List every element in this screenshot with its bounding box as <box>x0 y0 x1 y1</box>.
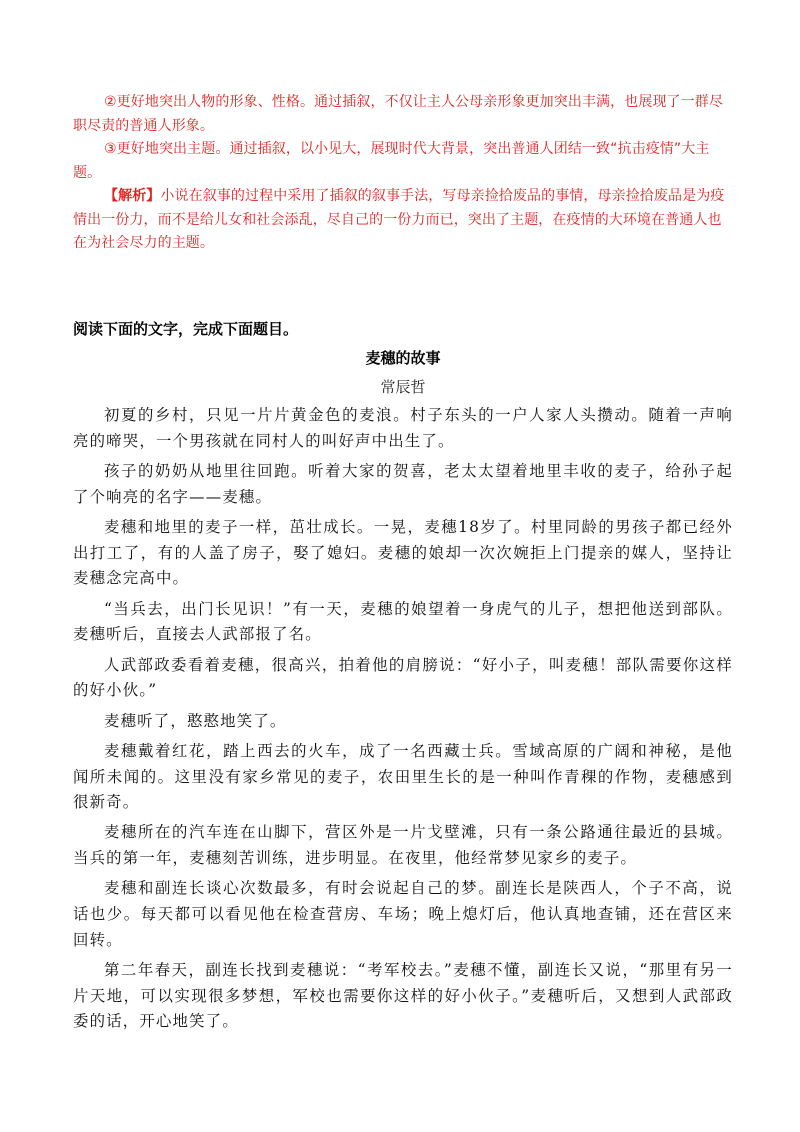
story-paragraph: 第二年春天，副连长找到麦穗说：“考军校去。”麦穗不懂，副连长又说，“那里有另一片天地，可以实现很多梦想，军校也需要你这样的好小伙子。”麦穗听后，又想到人武部政委的话，开心地笑了。 <box>73 961 733 1031</box>
analysis-paragraph <box>73 185 733 256</box>
analysis-text: 小说在叙事的过程中采用了插叙的叙事手法，写母亲捡拾废品的事情，母亲捡拾废品是为疫情出一份力，而不是给儿女和社会添乱，尽自己的一份力而已，突出了主题，在疫情的大环境在普通人也在为社会尽力的主题。 <box>73 188 725 251</box>
story-paragraph: 麦穗和副连长谈心次数最多，有时会说起自己的梦。副连长是陕西人，个子不高，说话也少。每天都可以看见他在检查营房、车场；晚上熄灯后，他认真地查铺，还在营区来回转。 <box>73 879 733 949</box>
story-body <box>73 403 733 1040</box>
story-paragraph: 人武部政委看着麦穗，很高兴，拍着他的肩膀说：“好小子，叫麦穗！部队需要你这样的好小伙。” <box>73 655 733 700</box>
story-paragraph: 麦穗所在的汽车连在山脚下，营区外是一片戈壁滩，只有一条公路通往最近的县城。当兵的第一年，麦穗刻苦训练，进步明显。在夜里，他经常梦见家乡的麦子。 <box>73 823 733 868</box>
story-title: 麦穗的故事 <box>365 349 441 367</box>
story-paragraph: 麦穗和地里的麦子一样，茁壮成长。一晃，麦穗18岁了。村里同龄的男孩子都已经外出打工了，有的人盖了房子，娶了媳妇。麦穗的娘却一次次婉拒上门提亲的媒人，坚持让麦穗念完高中。 <box>73 517 733 588</box>
answer-point-2: ②更好地突出人物的形象、性格。通过插叙，不仅让主人公母亲形象更加突出丰满，也展现了一群尽职尽责的普通人形象。 <box>73 94 723 134</box>
answer-point-3: ③更好地突出主题。通过插叙，以小见大，展现时代大背景，突出普通人团结一致“抗击疫情”大主题。 <box>73 141 710 181</box>
story-paragraph: 初夏的乡村，只见一片片黄金色的麦浪。村子东头的一户人家人头攒动。随着一声响亮的啼哭，一个男孩就在同村人的叫好声中出生了。 <box>73 406 733 450</box>
analysis-label: 【解析】 <box>104 188 161 204</box>
story-paragraph: 孩子的奶奶从地里往回跑。听着大家的贺喜，老太太望着地里丰收的麦子，给孙子起了个响亮的名字——麦穗。 <box>73 461 733 506</box>
reading-instruction: 阅读下面的文字，完成下面题目。 <box>73 320 299 338</box>
story-paragraph: 麦穗戴着红花，踏上西去的火车，成了一名西藏士兵。雪域高原的广阔和神秘，是他闻所未闻的。这里没有家乡常见的麦子，农田里生长的是一种叫作青稞的作物，麦穗感到很新奇。 <box>73 741 733 812</box>
story-paragraph: 麦穗听了，憨憨地笑了。 <box>104 711 287 730</box>
answer-block <box>73 91 733 256</box>
story-author: 常辰哲 <box>380 378 426 396</box>
story-paragraph: “当兵去，出门长见识！”有一天，麦穗的娘望着一身虎气的儿子，想把他送到部队。麦穗听后，直接去人武部报了名。 <box>73 599 733 644</box>
